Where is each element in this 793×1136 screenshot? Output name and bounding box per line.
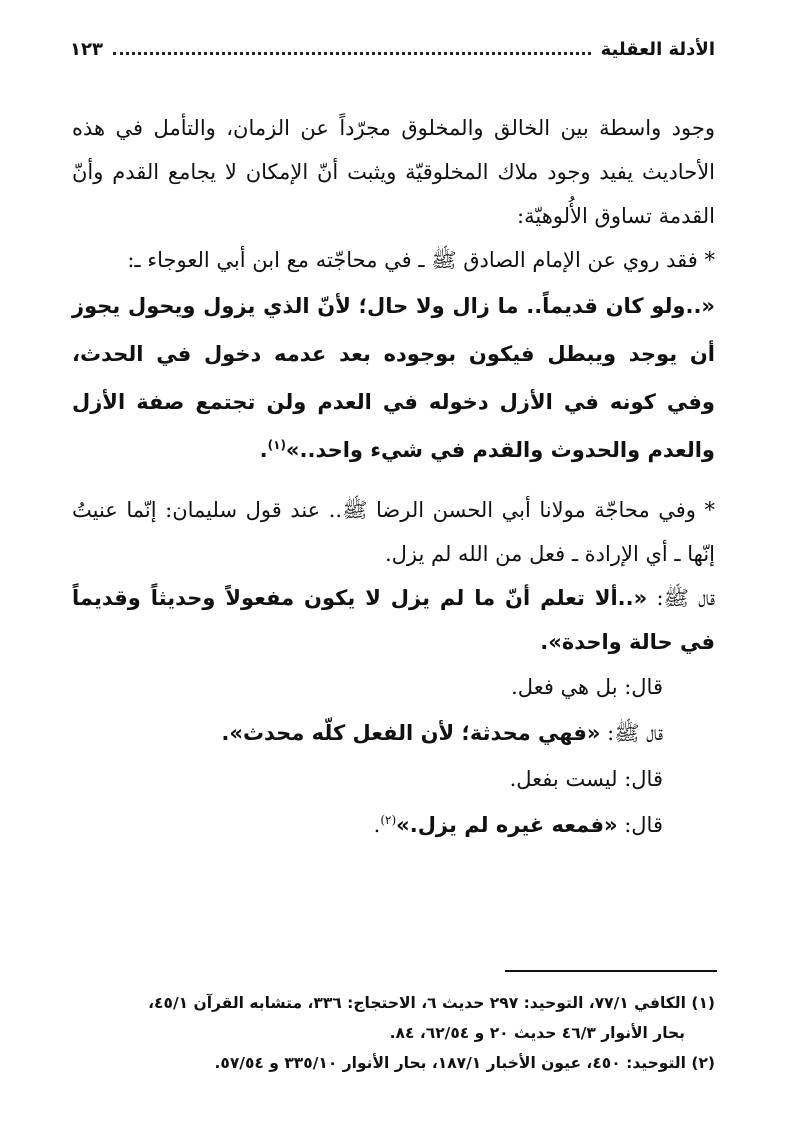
dialog-line — [72, 664, 663, 710]
reply-lead: قال ﷺ: — [647, 586, 715, 610]
dialog-text: بل هي فعل. — [511, 675, 618, 699]
footnote-2: (٢) التوحيد: ٤٥٠، عيون الأخبار ١٨٧/١، بحار الأنوار ٣٣٥/١٠ و ٥٧/٥٤. — [214, 1054, 715, 1072]
quote-sadiq-text: «..ولو كان قديماً.. ما زال ولا حال؛ لأنّ الذي يزول ويحول يجوز أن يوجد ويبطل فيكون بوجوده بعد عدمه دخول في الحدث، وفي كونه في الأزل دخوله في العدم ولن تجتمع صفة الأزل والعدم والحدوث والقدم في شيء واحد..» — [72, 294, 715, 462]
paragraph-narration: * فقد روي عن الإمام الصادق ﷺ ـ في محاجّته مع ابن أبي العوجاء ـ: — [127, 248, 715, 272]
dialog-line — [72, 756, 663, 802]
dialog-text: «فهي محدثة؛ لأن الفعل كلّه محدث». — [221, 721, 601, 745]
reply-quote: «..ألا تعلم أنّ ما لم يزل لا يكون مفعولاً وحديثاً وقديماً في حالة واحدة». — [72, 586, 715, 654]
main-text — [72, 106, 715, 848]
page-number: ١٢٣ — [70, 38, 103, 60]
footnote-separator — [505, 970, 717, 972]
paragraph-gap — [72, 474, 715, 488]
dialog-lead: قال: — [617, 813, 663, 837]
quote-sadiq-end: . — [259, 438, 268, 462]
paragraph-intro: وجود واسطة بين الخالق والمخلوق مجرّداً عن الزمان، والتأمل في هذه الأحاديث يفيد وجود ملاك المخلوقيّة ويثبت أنّ الإمكان لا يجامع القدم وأنّ القدمة تساوق الأُلوهيّة: — [72, 116, 715, 228]
dialog-line: قال: «فمعه غيره لم يزل.»$^{(٢)}$. — [373, 813, 663, 837]
dialog-text: «فمعه غيره لم يزل.» — [396, 813, 618, 837]
header-dot-leader — [113, 52, 591, 55]
dialog-lead: قال ﷺ: — [600, 721, 663, 745]
running-header — [70, 34, 715, 64]
dialog-block — [72, 664, 715, 848]
quote-sadiq — [72, 282, 715, 474]
dialog-lead: قال: — [617, 767, 663, 791]
dialog-line — [72, 710, 663, 756]
footnote-ref-1: (١) — [267, 438, 286, 452]
chapter-title: الأدلة العقلية — [600, 38, 715, 60]
footnote-ref-2: (٢) — [380, 813, 397, 827]
dialog-lead: قال: — [617, 675, 663, 699]
paragraph-rida: * وفي محاجّة مولانا أبي الحسن الرضا ﷺ.. عند قول سليمان: إنّما عنيتُ إنّها ـ أي الإرادة ـ فعل من الله لم يزل. — [72, 498, 715, 566]
footnotes — [72, 988, 715, 1078]
paragraph-reply — [72, 576, 715, 664]
footnote-1-line-2: بحار الأنوار ٤٦/٣ حديث ٢٠ و ٦٢/٥٤، ٨٤. — [389, 1024, 685, 1042]
footnote-1-line-1: (١) الكافي ٧٧/١، التوحيد: ٢٩٧ حديث ٦، الاحتجاج: ٣٣٦، متشابه القرآن ٤٥/١، — [148, 994, 715, 1012]
dialog-text: ليست بفعل. — [509, 767, 618, 791]
